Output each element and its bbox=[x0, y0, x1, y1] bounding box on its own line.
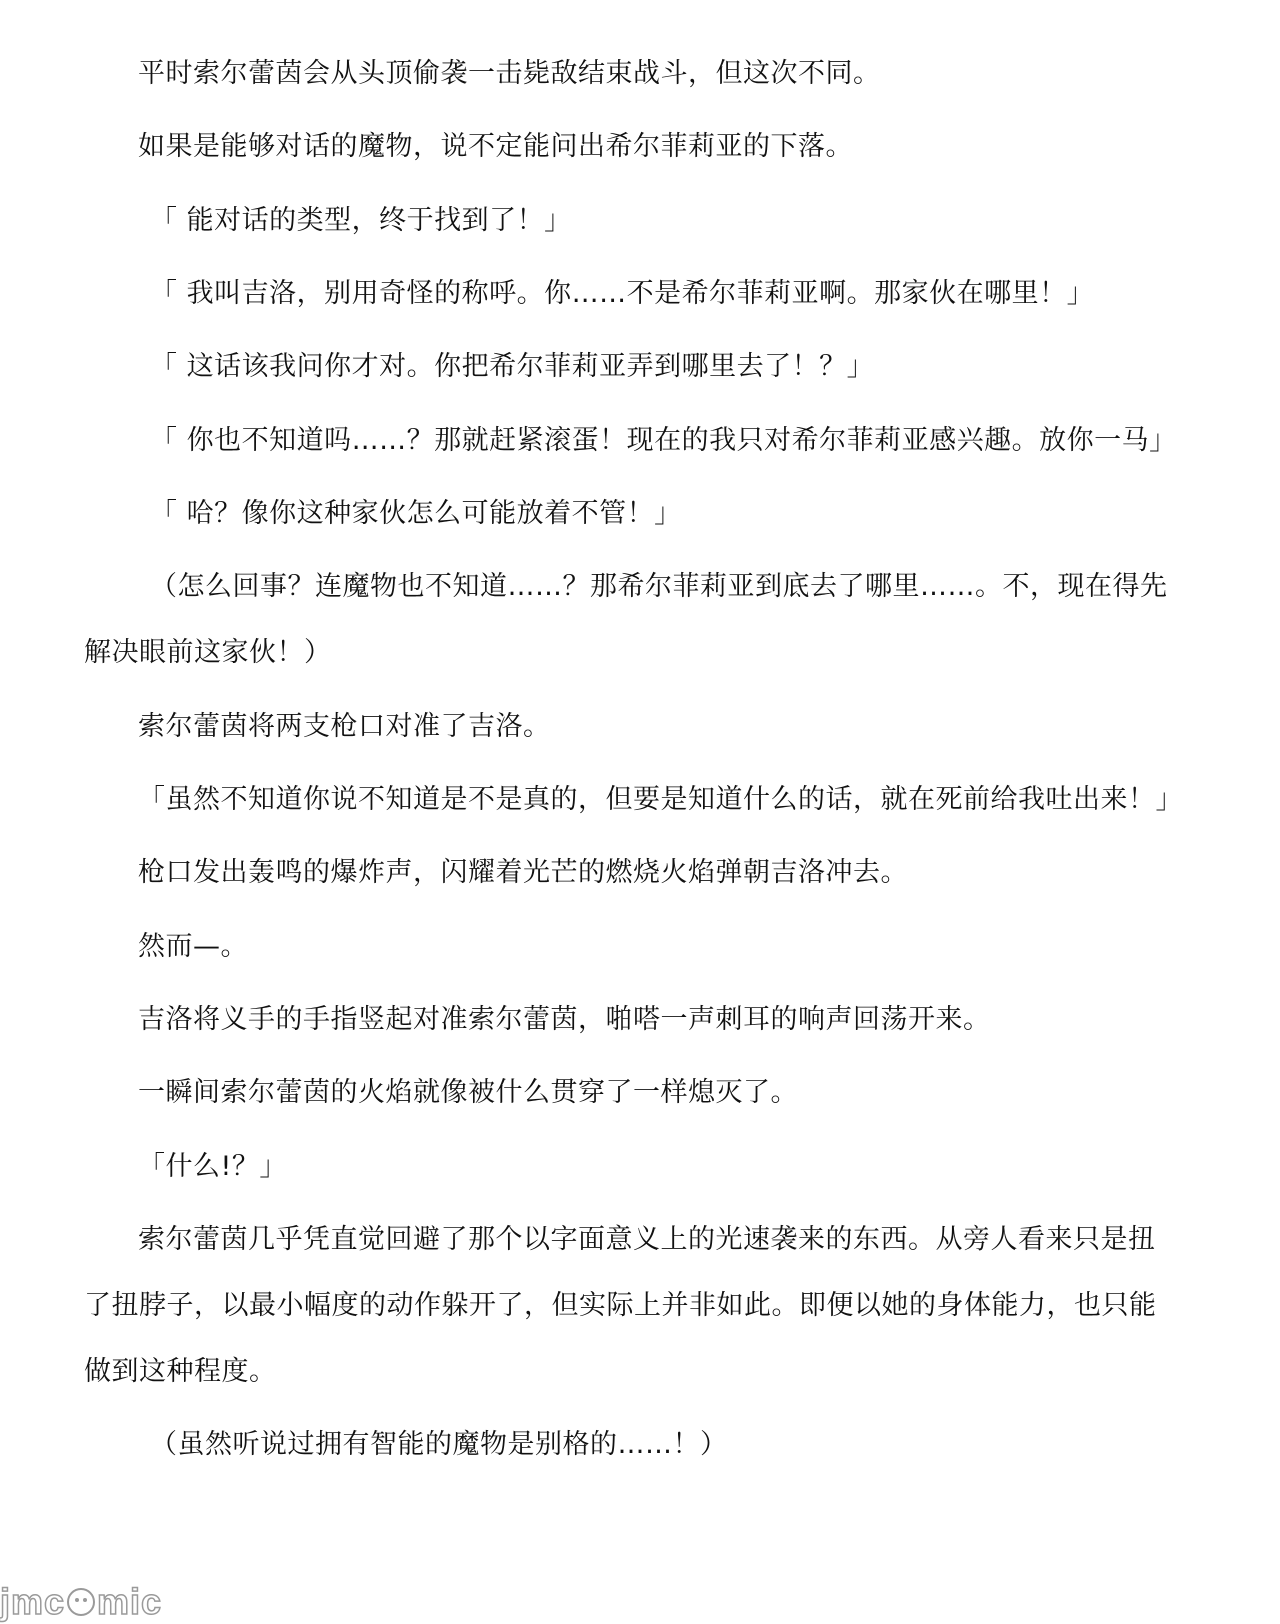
paragraph: 枪口发出轰鸣的爆炸声，闪耀着光芒的燃烧火焰弹朝吉洛冲去。 bbox=[138, 857, 908, 888]
dialogue-line: 「 我叫吉洛，别用奇怪的称呼。你……不是希尔菲莉亚啊。那家伙在哪里！」 bbox=[150, 278, 1095, 309]
watermark-text-left: jmc bbox=[0, 1581, 66, 1622]
paragraph: 一瞬间索尔蕾茵的火焰就像被什么贯穿了一样熄灭了。 bbox=[138, 1077, 798, 1108]
dialogue-line: 「 哈？像你这种家伙怎么可能放着不管！」 bbox=[150, 498, 682, 529]
dialogue-line: 「虽然不知道你说不知道是不是真的，但要是知道什么的话，就在死前给我吐出来！」 bbox=[138, 784, 1183, 815]
dialogue-line: 「 能对话的类型，终于找到了！」 bbox=[150, 205, 572, 236]
paragraph: 然而—。 bbox=[138, 931, 248, 962]
dialogue-line: 「 你也不知道吗……？那就赶紧滚蛋！现在的我只对希尔菲莉亚感兴趣。放你一马」 bbox=[150, 425, 1177, 456]
dialogue-line: 「 这话该我问你才对。你把希尔菲莉亚弄到哪里去了！？」 bbox=[150, 351, 875, 382]
paragraph: 平时索尔蕾茵会从头顶偷袭一击毙敌结束战斗，但这次不同。 bbox=[138, 58, 881, 89]
paragraph-continued: 了扭脖子，以最小幅度的动作躲开了，但实际上并非如此。即便以她的身体能力，也只能 bbox=[84, 1290, 1157, 1321]
paragraph: 索尔蕾茵将两支枪口对准了吉洛。 bbox=[138, 711, 551, 742]
thought-line-continued: 解决眼前这家伙！） bbox=[84, 637, 332, 668]
thought-line: （虽然听说过拥有智能的魔物是别格的……！） bbox=[150, 1429, 728, 1460]
paragraph-continued: 做到这种程度。 bbox=[84, 1356, 277, 1387]
paragraph: 如果是能够对话的魔物，说不定能问出希尔菲莉亚的下落。 bbox=[138, 131, 853, 162]
paragraph: 索尔蕾茵几乎凭直觉回避了那个以字面意义上的光速袭来的东西。从旁人看来只是扭 bbox=[138, 1224, 1156, 1255]
watermark-text-right: mic bbox=[97, 1581, 163, 1622]
watermark-logo bbox=[0, 1580, 162, 1624]
mascot-icon bbox=[67, 1588, 95, 1616]
thought-line: （怎么回事？连魔物也不知道……？那希尔菲莉亚到底去了哪里……。不，现在得先 bbox=[150, 571, 1168, 602]
paragraph: 吉洛将义手的手指竖起对准索尔蕾茵，啪嗒一声刺耳的响声回荡开来。 bbox=[138, 1004, 991, 1035]
dialogue-line: 「什么!？」 bbox=[138, 1151, 287, 1182]
